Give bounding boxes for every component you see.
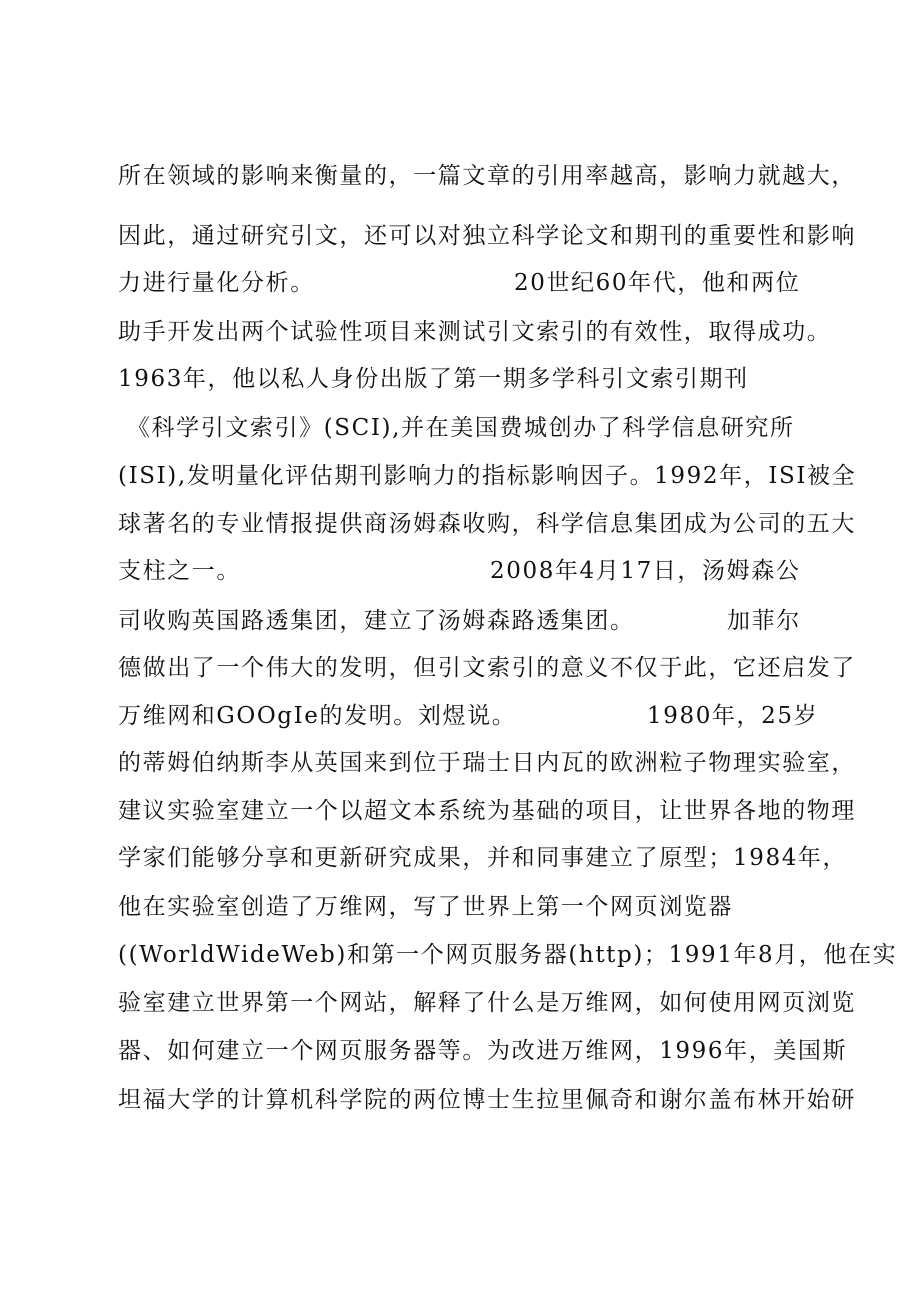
text-line-continuation: 20世纪60年代，他和两位 — [514, 270, 801, 296]
text-line-content: 支柱之一。 — [118, 558, 241, 584]
text-line-content: 所在领域的影响来衡量的，一篇文章的引用率越高，影响力就越大， — [118, 163, 856, 189]
text-line-content: 德做出了一个伟大的发明，但引文索引的意义不仅于此，它还启发了 — [118, 655, 856, 681]
text-line-continuation: 1980年，25岁 — [647, 703, 819, 729]
text-line-content: 《科学引文索引》(SCI),并在美国费城创办了科学信息研究所 — [118, 415, 795, 441]
text-line-content: 力进行量化分析。 — [118, 270, 315, 296]
text-line-content: 坦福大学的计算机科学院的两位博士生拉里佩奇和谢尔盖布林开始研 — [118, 1087, 856, 1113]
text-line-content: 司收购英国路透集团，建立了汤姆森路透集团。 — [118, 608, 635, 634]
text-line-content: 验室建立世界第一个网站，解释了什么是万维网，如何使用网页浏览 — [118, 990, 856, 1016]
text-line-content: 他在实验室创造了万维网，写了世界上第一个网页浏览器 — [118, 894, 733, 920]
text-line-content: 学家们能够分享和更新研究成果，并和同事建立了原型；1984年， — [118, 845, 848, 871]
text-line-content: 助手开发出两个试验性项目来测试引文索引的有效性，取得成功。 — [118, 319, 832, 345]
text-line-content: 因此，通过研究引文，还可以对独立科学论文和期刊的重要性和影响 — [118, 223, 856, 249]
text-line-content: 万维网和GOOgIe的发明。刘煜说。 — [118, 703, 517, 729]
text-line-content: 建议实验室建立一个以超文本系统为基础的项目，让世界各地的物理 — [118, 798, 856, 824]
text-line-content: 器、如何建立一个网页服务器等。为改进万维网，1996年，美国斯 — [118, 1038, 848, 1064]
text-line-content: 球著名的专业情报提供商汤姆森收购，科学信息集团成为公司的五大 — [118, 511, 856, 537]
text-line-content: 的蒂姆伯纳斯李从英国来到位于瑞士日内瓦的欧洲粒子物理实验室， — [118, 750, 856, 776]
text-line-continuation: 2008年4月17日，汤姆森公 — [490, 558, 801, 584]
text-line-content: 1963年，他以私人身份出版了第一期多学科引文索引期刊 — [118, 366, 749, 392]
text-line-continuation: 加菲尔 — [727, 608, 801, 634]
text-line-content: (ISI),发明量化评估期刊影响力的指标影响因子。1992年，ISI被全 — [118, 463, 857, 489]
text-line-content: ((WorldWideWeb)和第一个网页服务器(http)；1991年8月，他在实 — [118, 942, 898, 968]
